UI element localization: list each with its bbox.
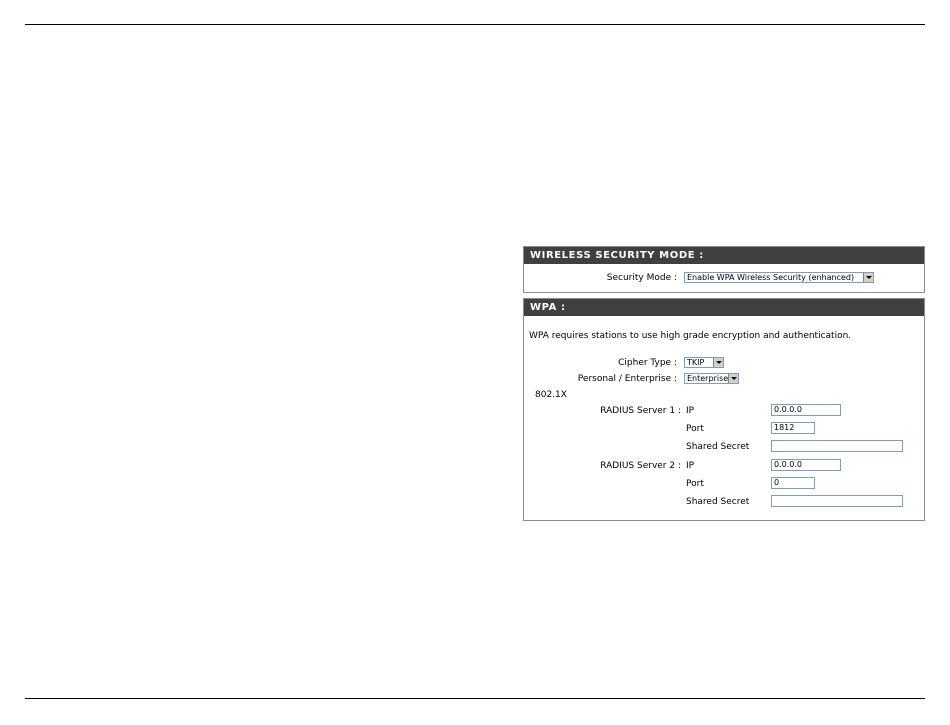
radius-1-ip-label: IP <box>686 406 695 416</box>
chevron-down-icon[interactable] <box>728 374 738 383</box>
wireless-security-mode-panel <box>523 246 925 293</box>
security-mode-label: Security Mode : <box>606 273 677 283</box>
radius-2-port-input[interactable]: 0 <box>771 477 815 489</box>
radius-2-port-label: Port <box>686 479 704 489</box>
wpa-header: WPA : <box>524 299 924 316</box>
security-mode-value: Enable WPA Wireless Security (enhanced) <box>687 273 855 282</box>
wpa-panel <box>523 298 925 521</box>
radius-2-secret-label: Shared Secret <box>686 497 750 507</box>
radius-1-ip-input[interactable]: 0.0.0.0 <box>771 404 841 416</box>
cipher-type-label: Cipher Type : <box>618 358 677 368</box>
personal-enterprise-value: Enterprise <box>687 374 729 383</box>
chevron-down-icon[interactable] <box>713 358 723 367</box>
radius-2-secret-input[interactable] <box>771 495 903 507</box>
dot1x-label: 802.1X <box>535 390 567 400</box>
personal-enterprise-label: Personal / Enterprise : <box>577 374 677 384</box>
wireless-security-mode-header: WIRELESS SECURITY MODE : <box>524 247 924 264</box>
radius-2-ip-input[interactable]: 0.0.0.0 <box>771 459 841 471</box>
cipher-type-value: TKIP <box>687 358 705 367</box>
security-mode-select[interactable] <box>684 272 874 283</box>
bottom-divider <box>25 698 925 699</box>
radius-1-port-input[interactable]: 1812 <box>771 422 815 434</box>
radius-1-secret-input[interactable] <box>771 440 903 452</box>
personal-enterprise-select[interactable] <box>684 373 739 384</box>
radius-server-1-label: RADIUS Server 1 : <box>600 406 681 416</box>
radius-server-2-label: RADIUS Server 2 : <box>600 461 681 471</box>
chevron-down-icon[interactable] <box>863 273 873 282</box>
radius-1-port-label: Port <box>686 424 704 434</box>
cipher-type-select[interactable] <box>684 357 724 368</box>
wpa-description: WPA requires stations to use high grade encryption and authentication. <box>529 331 852 341</box>
radius-1-secret-label: Shared Secret <box>686 442 750 452</box>
radius-2-ip-label: IP <box>686 461 695 471</box>
top-divider <box>25 24 925 25</box>
